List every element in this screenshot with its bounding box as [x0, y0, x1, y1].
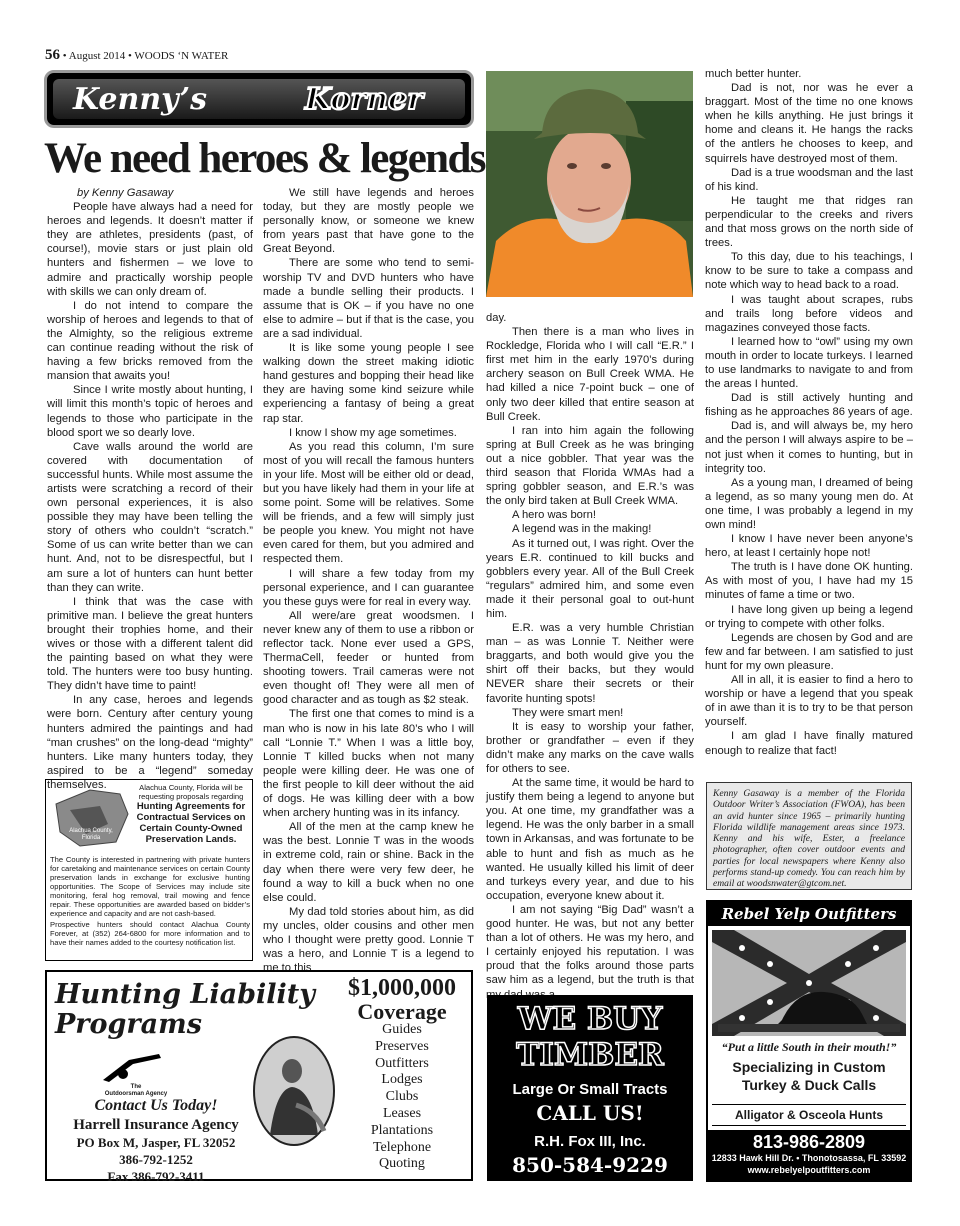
rebel-ad-title: Rebel Yelp Outfitters [708, 902, 910, 926]
timber-ad-line1: WE BUY [517, 1001, 663, 1037]
notice-title: Hunting Agreements for Contractual Services on Certain County-Owned Preservation Lands. [136, 801, 246, 845]
hunt-ad-fax: Fax 386-792-3411 [107, 1169, 205, 1184]
column-banner [44, 70, 474, 128]
page-number: 56 [45, 47, 60, 63]
paragraph: As it turned out, I was right. Over the years E.R. continued to kill bucks and gobblers every year. All of the Bull Creek “regulars” admired him, and some even made it their personal goal to out-hunt him. [486, 537, 694, 620]
hunt-ad-coverage-label: Coverage [357, 999, 447, 1024]
paragraph: As you read this column, I’m sure most of you will recall the famous hunters in your life. Most will be either old or dead, but you have likely had them in your life at some point. Some will be relatives. Some will be friends, and a few will simply just be people you knew. You might not have even cared for them, but you admired and respected them. [263, 440, 474, 566]
paragraph: I was taught about scrapes, rubs and trails long before videos and magazines conveyed those facts. [705, 293, 913, 334]
service-item: Lodges [381, 1072, 423, 1088]
paragraph: much better hunter. [705, 68, 802, 80]
paragraph: He taught me that ridges ran perpendicular to the creeks and rivers and that moss grows on the north side of trees. [705, 194, 913, 250]
paragraph: The first one that comes to mind is a man who is now in his late 80’s who I will call “Lonnie T.” When I was a little boy, Lonnie T killed bucks when not many people were killing deer. He was one of the first people to kill deer without the aid of dogs. He was killing deer with a bow when archery hunting was in its infancy. [263, 708, 474, 820]
paragraph: I know I have never been anyone’s hero, at least I certainly hope not! [705, 533, 913, 560]
hunt-ad-contact [51, 1096, 261, 1185]
outdoorsman-logo-icon [99, 1050, 169, 1086]
paragraph: Dad is still actively hunting and fishing as he approaches 86 years of age. [705, 392, 913, 419]
paragraph: I do not intend to compare the worship of heroes and legends to that of the Almighty, so the religious extreme can continue reading without the risk of having a few bricks removed from the mansion that awaits you! [47, 299, 253, 383]
hunt-ad-title-1: Hunting Liability [55, 979, 315, 1010]
service-item: Quoting [379, 1156, 425, 1172]
paragraph: I think that was the case with primitive man. I believe the great hunters brought their trophies home, and their wives or those with a different talent did the painting based on what they were told. The hunters were too busy hunting. They didn’t have time to paint! [47, 595, 253, 693]
rebel-ad-address: 12833 Hawk Hill Dr. • Thonotosassa, FL 33592 [711, 1153, 907, 1163]
service-item: Plantations [370, 1122, 434, 1138]
hunt-ad-amount: $1,000,000 [348, 975, 456, 1001]
paragraph: In any case, heroes and legends were born. Century after century young hunters admired the paintings and had “man crushes” on the long-dead “mighty” hunters. Like many hunters today, they aspired to be a “legend” someday themselves. [47, 694, 253, 791]
hunt-ad-services [347, 1022, 457, 1173]
notice-intro-1: Alachua County, Florida will be [139, 783, 243, 792]
rebel-yelp-ad [706, 900, 912, 1182]
paragraph: It is like some young people I see walking down the street making idiotic hand gestures and bopping their head like they are having some kind seizure while experiencing a fantasy of being a great rap star. [263, 342, 474, 425]
author-bio: Kenny Gasaway is a member of the Florida Outdoor Writer’s Association (FWOA), has been an avid hunter since 1965 – primarily hunting Florida wildlife management areas since 1973. Kenny and his wife, Ester, a freelance photographer, often cover outdoor events and parties for local newspapers where Kenny also performs stand-up comedy. You can reach him by email at woodsnwater@gtcom.net. [706, 782, 912, 890]
alachua-county-notice [45, 779, 253, 961]
timber-ad-call: CALL US! [536, 1101, 644, 1125]
timber-ad-phone: 850-584-9229 [512, 1153, 668, 1177]
author-photo [486, 71, 693, 297]
paragraph: There are some who tend to semi-worship TV and DVD hunters who have made a bundle selling their products. I assume that is OK – if you have no one else to admire – but if that is the case, you are a sad individual. [263, 257, 474, 340]
paragraph: The truth is I have done OK hunting. As with most of you, I have had my 15 minutes of fame a time or two. [705, 561, 913, 602]
paragraph: My dad told stories about him, as did my uncles, older cousins and other men who I thought were pretty good. Lonnie T was a hero, and Lonnie T is a legend to me to this [263, 905, 474, 975]
paragraph: A hero was born! [512, 509, 596, 522]
paragraph: We still have legends and heroes today, but they are mostly people we personally know, or someone we knew from years past that have gone to the Great Beyond. [263, 187, 474, 256]
paragraph: They were smart men! [512, 706, 624, 719]
rebel-ad-web: www.rebelyelpoutfitters.com [747, 1165, 871, 1175]
service-item: Outfitters [375, 1055, 429, 1071]
paragraph: I know I show my age sometimes. [289, 426, 457, 439]
paragraph: Legends are chosen by God and are few and far between. I am satisfied to just hunt for my own pleasure. [705, 631, 913, 672]
notice-body-2: Prospective hunters should contact Alachua County Forever, at (352) 264-6800 for more information and to have their names added to the courtesy notification list. [50, 920, 250, 947]
hunt-ad-phone: 386-792-1252 [119, 1152, 193, 1167]
paragraph: All of the men at the camp knew he was the best. Lonnie T was in the woods in extreme cold, rain or shine. Back in the day when there were very few deer, he found a way to kill a buck when no one else could. [263, 821, 474, 904]
rebel-flag-icon [712, 930, 906, 1036]
paragraph: I am glad I have finally matured enough to realize that fact! [705, 730, 913, 757]
rebel-ad-hunts: Alligator & Osceola Hunts [712, 1104, 906, 1126]
rebel-ad-contact-bar [708, 1130, 910, 1180]
timber-ad-company: R.H. Fox III, Inc. [534, 1133, 646, 1150]
timber-ad-headline [487, 1001, 693, 1073]
hunt-ad-contact-cta: Contact Us Today! [94, 1097, 218, 1114]
service-item: Leases [382, 1105, 422, 1121]
service-item: Preserves [375, 1038, 429, 1054]
article-column-2 [263, 186, 474, 975]
paragraph: I will share a few today from my personal experience, and I can guarantee you these guys were for real in every way. [263, 567, 474, 608]
paragraph: E.R. was a very humble Christian man – as was Lonnie T. Neither were braggarts, and both would give you the shirt off their backs, but they would NEVER share their secrets or their favorite hunting spots! [486, 622, 694, 705]
notice-body-1: The County is interested in partnering with private hunters for caretaking and maintenance services on certain County preservation lands in exchange for exclusive hunting opportunities. The Scope of Services may include site monitoring, feral hog removal, trail mowing and fence repair. These opportunities are awarded based on bidder’s experience and capacity and are not cash-based. [50, 855, 250, 918]
rebel-ad-phone: 813-986-2809 [752, 1132, 866, 1152]
rebel-ad-tagline: “Put a little South in their mouth!” [721, 1040, 897, 1054]
paragraph: Cave walls around the world are covered with documentation of successful hunts. While most assume the artists were scratching a record of their own personal experiences, it is also possible they may have been telling the story of others who couldn’t “scratch.” Some of us can write better than we can hunt. And, not to be disrespectful, but I am sure a lot of hunters can hunt better than they can write. [47, 440, 253, 594]
timber-ad [487, 995, 693, 1181]
paragraph: To this day, due to his teachings, I know to be sure to take a compass and note which way to head back to a road. [705, 251, 913, 292]
paragraph: All in all, it is easier to find a hero to worship or have a legend that you speak of in awe than it is to try to be that person yourself. [705, 674, 913, 729]
hunter-portrait-icon [252, 1035, 336, 1147]
service-item: Clubs [385, 1089, 419, 1105]
notice-body [50, 855, 250, 949]
article-column-4 [705, 67, 913, 777]
notice-header [132, 783, 250, 845]
hunt-ad-company: Harrell Insurance Agency [73, 1117, 239, 1133]
county-map-label: Alachua County, Florida [69, 828, 113, 841]
page-folio [45, 47, 228, 64]
service-item: Telephone [372, 1139, 432, 1155]
paragraph: I ran into him again the following spring at Bull Creek as he was bringing out a nice gobbler. That year was the third season that Florida WMAs had a spring gobbler season, and E.R.’s was the only bird taken at Bull Creek WMA. [486, 424, 694, 508]
hunt-ad-coverage [337, 976, 467, 1024]
hunting-liability-ad [45, 970, 473, 1184]
article-column-3 [486, 311, 694, 991]
headline: We need heroes & legends [44, 135, 485, 182]
timber-ad-tracts: Large Or Small Tracts [512, 1081, 668, 1098]
hunt-ad-title-2: Programs [55, 1009, 202, 1040]
hunt-ad-address: PO Box M, Jasper, FL 32052 [76, 1135, 236, 1150]
paragraph: Dad is not, nor was he ever a braggart. Most of the time no one knows when he kills anything. He just brings it home and cleans it. He hangs the racks of the antlers he chooses to keep, and squirrels have destroyed most of them. [705, 82, 913, 165]
notice-intro-2: requesting proposals regarding [138, 792, 244, 801]
paragraph: All were/are great woodsmen. I never knew any of them to use a ribbon or reflector tack. None ever used a GPS, ThermaCell, feeder or hunted from shooting towers. Trail cameras were not even thought of! They were all men of good character and as tough as $2 steak. [263, 609, 474, 707]
paragraph: As a young man, I dreamed of being a legend, as so many young men do. At one time, I was probably a legend in my own mind! [705, 476, 913, 531]
rebel-ad-specialty: Specializing in Custom Turkey & Duck Calls [732, 1059, 886, 1093]
paragraph: I have long given up being a legend or trying to compete with other folks. [705, 603, 913, 630]
banner-kennys: Kenny’s [73, 82, 207, 117]
hunt-ad-title [55, 980, 315, 1040]
paragraph: day. [486, 312, 507, 324]
service-item: Guides [382, 1022, 422, 1037]
paragraph: I am not saying “Big Dad” wasn’t a good hunter. He was, but not any better than a lot of others. He was my hero, and I certainly enjoyed his reputation. I was proud that the folks around those parts saw him as a legend, but the truth is that [486, 903, 694, 987]
paragraph: It is easy to worship your father, brother or grandfather – even if they didn’t make any marks on the cave walls for others to see. [486, 720, 694, 775]
banner-korner: Korner [305, 82, 423, 117]
agency-the: The [130, 1084, 142, 1090]
paragraph: Then there is a man who lives in Rockledge, Florida who I will call “E.R.” I first met him in the early 1970’s during archery season on Bull Creek WMA. He had killed a nice 7-point buck – one of only two deer killed that entire season at Bull Creek. [486, 326, 694, 423]
timber-ad-line2: TIMBER [516, 1037, 664, 1073]
paragraph: Dad is, and will always be, my hero and the person I will always aspire to be – not just when it comes to hunting, but in integrity too. [705, 420, 913, 475]
agency-name: Outdoorsman Agency [104, 1091, 168, 1097]
paragraph: Dad is a true woodsman and the last of his kind. [705, 166, 913, 193]
paragraph: A legend was in the making! [512, 523, 652, 536]
paragraph: I learned how to “owl” using my own mouth in order to locate turkeys. I learned to use landmarks to navigate to and from the areas I hunted. [705, 335, 913, 391]
paragraph: At the same time, it would be hard to justify them being a legend to anyone but you. At one time, my grandfather was a legend. He was the only barber in a small town in Arkansas, and was fortunate to be able to hunt and fish as much as he wanted. He usually killed his limit of deer and turkeys every year, and due to his occupation, everyone knew about it. [486, 777, 694, 902]
paragraph: Since I write mostly about hunting, I will limit this month’s topic of heroes and legends to those who participate in the blood sport we so dearly love. [47, 384, 253, 439]
folio-issue: • August 2014 • WOODS ‘N WATER [60, 50, 229, 62]
paragraph: People have always had a need for heroes and legends. It doesn’t matter if they are athletes, presidents (past, of course!), movie stars or just plain old hunters and fishermen – we love to admire and practically worship people with skills we can only dream of. [47, 201, 253, 298]
byline: by Kenny Gasaway [77, 187, 174, 199]
author-photo-image [486, 71, 693, 297]
